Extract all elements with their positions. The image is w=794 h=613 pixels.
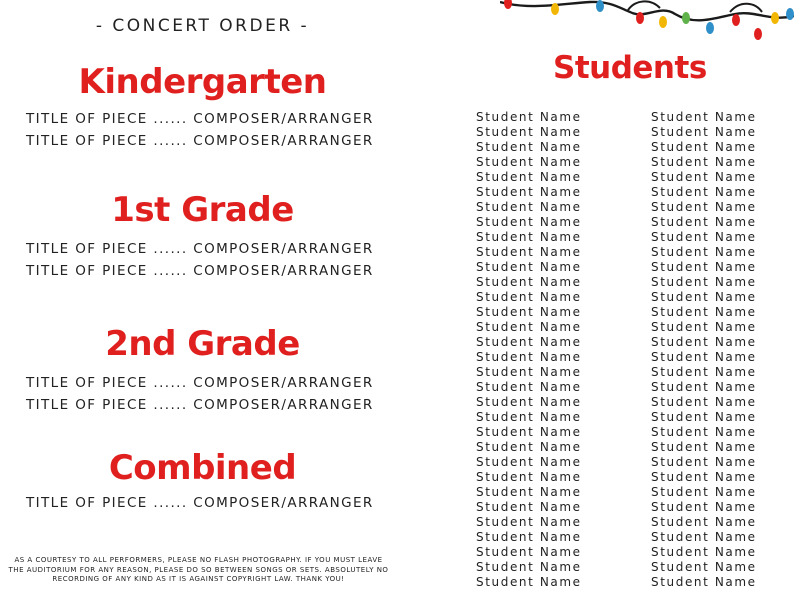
section-heading-combined: Combined: [108, 448, 297, 488]
student-name: Student Name: [476, 140, 582, 154]
student-name: Student Name: [651, 200, 757, 214]
student-name: Student Name: [651, 440, 757, 454]
student-name: Student Name: [476, 155, 582, 169]
student-name: Student Name: [651, 425, 757, 439]
student-name: Student Name: [476, 515, 582, 529]
student-name: Student Name: [476, 530, 582, 544]
student-name: Student Name: [476, 545, 582, 559]
student-name: Student Name: [651, 245, 757, 259]
student-name: Student Name: [476, 365, 582, 379]
student-name: Student Name: [651, 335, 757, 349]
student-name: Student Name: [651, 185, 757, 199]
student-name: Student Name: [651, 395, 757, 409]
piece-line: TITLE OF PIECE ...... COMPOSER/ARRANGER: [26, 111, 374, 127]
piece-line: TITLE OF PIECE ...... COMPOSER/ARRANGER: [26, 495, 374, 511]
student-name: Student Name: [651, 230, 757, 244]
student-name: Student Name: [651, 560, 757, 574]
section-heading-2nd-grade: 2nd Grade: [105, 324, 300, 364]
section-heading-kindergarten: Kindergarten: [78, 62, 327, 102]
student-name: Student Name: [476, 500, 582, 514]
student-name: Student Name: [476, 470, 582, 484]
student-name: Student Name: [651, 380, 757, 394]
piece-line: TITLE OF PIECE ...... COMPOSER/ARRANGER: [26, 241, 374, 257]
student-column-2: [651, 110, 757, 590]
student-name: Student Name: [651, 530, 757, 544]
student-name: Student Name: [476, 350, 582, 364]
student-name: Student Name: [476, 215, 582, 229]
student-name: Student Name: [476, 440, 582, 454]
student-name: Student Name: [476, 380, 582, 394]
student-name: Student Name: [651, 140, 757, 154]
student-name: Student Name: [476, 185, 582, 199]
student-name: Student Name: [476, 335, 582, 349]
piece-line: TITLE OF PIECE ...... COMPOSER/ARRANGER: [26, 375, 374, 391]
student-name: Student Name: [476, 560, 582, 574]
student-name: Student Name: [651, 410, 757, 424]
student-name: Student Name: [651, 350, 757, 364]
student-name: Student Name: [651, 215, 757, 229]
student-name: Student Name: [651, 290, 757, 304]
student-name: Student Name: [476, 125, 582, 139]
student-name: Student Name: [476, 170, 582, 184]
student-name: Student Name: [476, 455, 582, 469]
piece-line: TITLE OF PIECE ...... COMPOSER/ARRANGER: [26, 263, 374, 279]
students-title: Students: [553, 50, 707, 86]
student-name: Student Name: [651, 470, 757, 484]
student-name: Student Name: [651, 125, 757, 139]
piece-line: TITLE OF PIECE ...... COMPOSER/ARRANGER: [26, 397, 374, 413]
section-heading-1st-grade: 1st Grade: [111, 190, 294, 230]
student-name: Student Name: [476, 200, 582, 214]
student-name: Student Name: [651, 545, 757, 559]
student-name: Student Name: [476, 275, 582, 289]
student-name: Student Name: [476, 425, 582, 439]
student-name: Student Name: [476, 410, 582, 424]
student-name: Student Name: [651, 455, 757, 469]
student-name: Student Name: [476, 485, 582, 499]
student-name: Student Name: [651, 500, 757, 514]
student-name: Student Name: [476, 230, 582, 244]
student-name: Student Name: [476, 395, 582, 409]
student-name: Student Name: [476, 260, 582, 274]
string-lights-icon: [500, 0, 794, 42]
student-name: Student Name: [651, 155, 757, 169]
student-name: Student Name: [476, 290, 582, 304]
student-name: Student Name: [651, 320, 757, 334]
concert-order-title: - CONCERT ORDER -: [95, 16, 310, 36]
student-name: Student Name: [476, 320, 582, 334]
student-name: Student Name: [651, 305, 757, 319]
student-name: Student Name: [651, 365, 757, 379]
student-name: Student Name: [476, 110, 582, 124]
student-name: Student Name: [651, 275, 757, 289]
student-name: Student Name: [651, 260, 757, 274]
student-name: Student Name: [651, 110, 757, 124]
student-name: Student Name: [476, 245, 582, 259]
courtesy-notice: AS A COURTESY TO ALL PERFORMERS, PLEASE NO FLASH PHOTOGRAPHY. IF YOU MUST LEAVE THE AUDITORIUM FOR ANY REASON, PLEASE DO SO BETWEEN SONGS OR SETS. ABSOLUTELY NO RECORDING OF ANY KIND AS IT IS AGAINST COPYRIGHT LAW. THANK YOU!: [8, 556, 389, 583]
student-name: Student Name: [651, 170, 757, 184]
student-column-1: [476, 110, 582, 590]
student-name: Student Name: [651, 515, 757, 529]
student-name: Student Name: [651, 575, 757, 589]
student-name: Student Name: [476, 575, 582, 589]
piece-line: TITLE OF PIECE ...... COMPOSER/ARRANGER: [26, 133, 374, 149]
student-name: Student Name: [476, 305, 582, 319]
student-name: Student Name: [651, 485, 757, 499]
